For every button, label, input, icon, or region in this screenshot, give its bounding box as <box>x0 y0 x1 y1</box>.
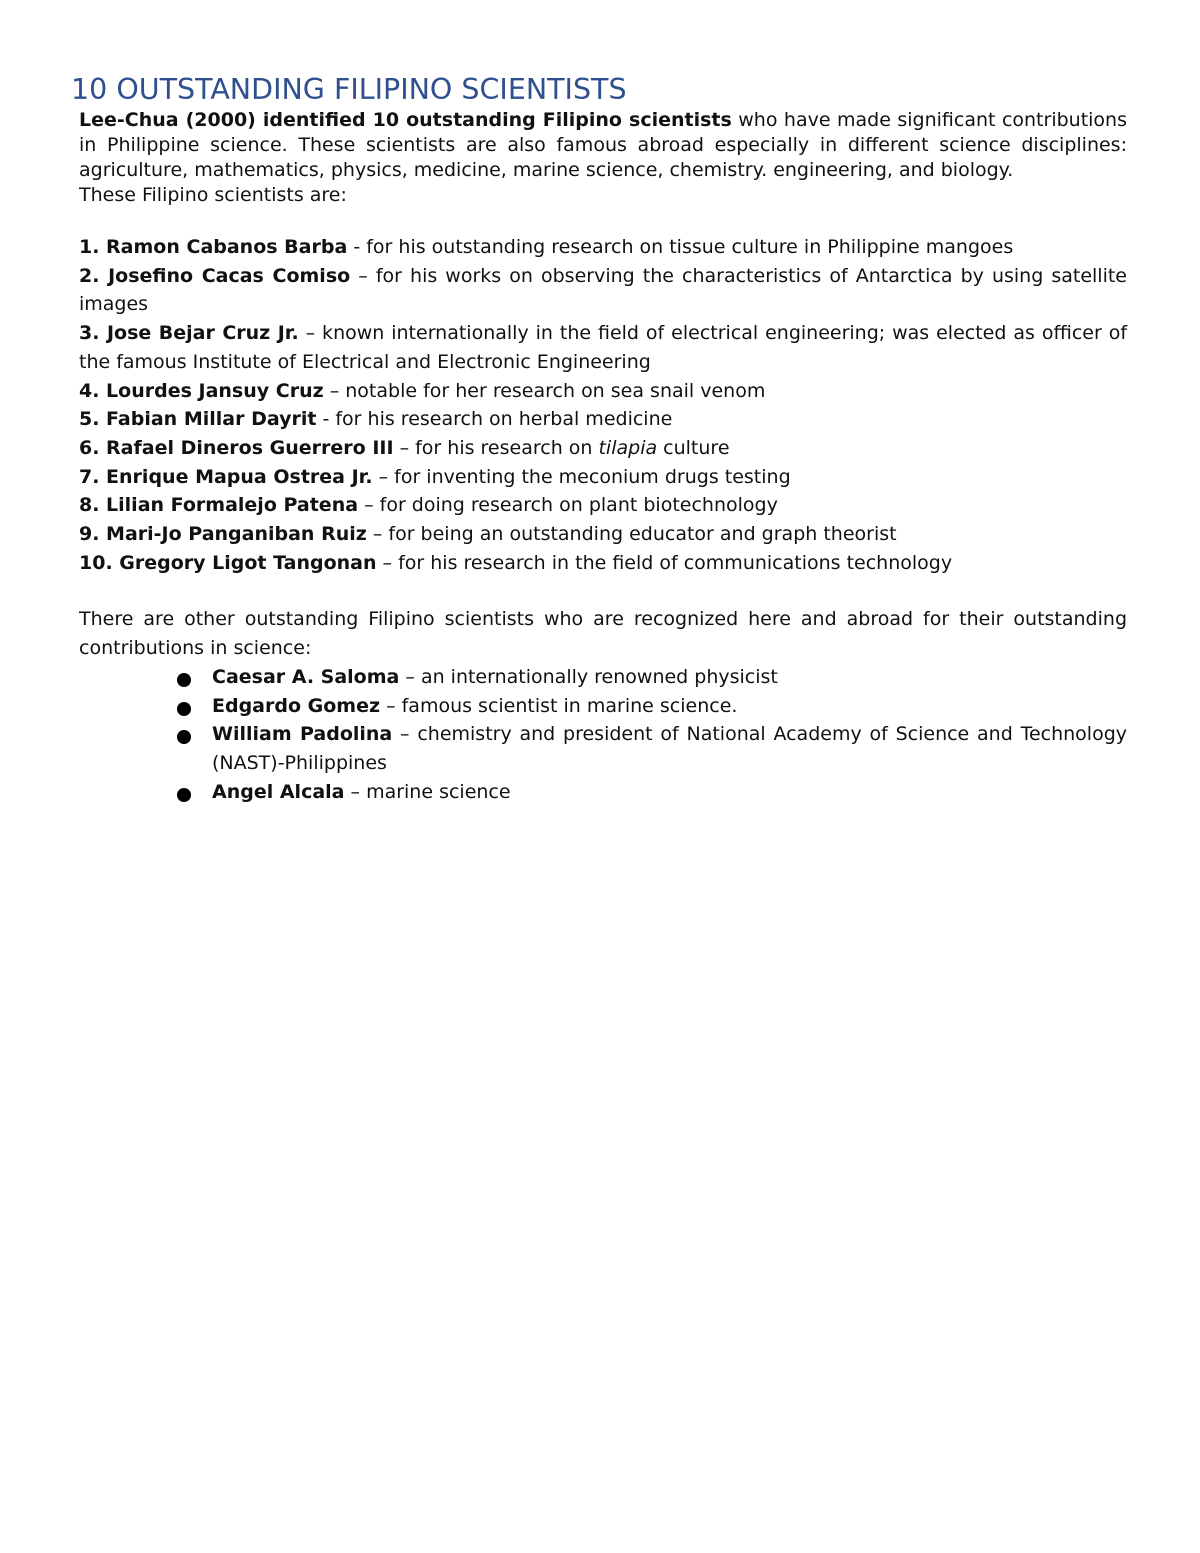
scientist-description: – an internationally renowned physicist <box>399 665 778 688</box>
scientist-name: 5. Fabian Millar Dayrit <box>79 408 317 431</box>
list-item <box>79 262 1127 319</box>
list-item <box>79 377 1127 406</box>
scientist-name: Caesar A. Saloma <box>212 665 400 688</box>
scientist-description: – known internationally in the field of electrical engineering; was elected as officer of the famous Institute of Electrical and Electronic Engineering <box>79 322 1128 373</box>
list-item <box>79 434 1127 463</box>
scientist-description: – for being an outstanding educator and graph theorist <box>366 523 897 546</box>
list-item <box>79 319 1127 376</box>
scientist-name: 6. Rafael Dineros Guerrero III <box>79 436 394 459</box>
page-title: 10 OUTSTANDING FILIPINO SCIENTISTS <box>71 73 627 106</box>
list-item <box>79 491 1127 520</box>
spacer <box>79 577 1127 605</box>
list-item <box>79 233 1127 262</box>
list-lead: These Filipino scientists are: <box>79 184 347 206</box>
bullet-icon <box>177 788 191 802</box>
scientist-name: 9. Mari-Jo Panganiban Ruiz <box>79 523 367 546</box>
scientist-name: Edgardo Gomez <box>212 694 381 717</box>
intro-paragraph <box>79 108 1127 183</box>
scientist-description: – for his works on observing the characteristics of Antarctica by using satellite images <box>79 264 1127 316</box>
scientist-description: – for his research in the field of communications technology <box>376 551 953 574</box>
scientist-description: – marine science <box>344 780 511 803</box>
scientist-list <box>79 233 1127 577</box>
list-item <box>79 405 1127 434</box>
scientist-name: 3. Jose Bejar Cruz Jr. <box>79 322 299 345</box>
scientist-description: – chemistry and president of National Academy of Science and Technology (NAST)-Philippines <box>212 723 1127 774</box>
scientist-description: – for his research on <box>393 436 599 459</box>
scientist-description: - for his research on herbal medicine <box>316 408 673 431</box>
list-item <box>79 520 1127 549</box>
scientist-description: - for his outstanding research on tissue culture in Philippine mangoes <box>347 236 1014 258</box>
scientist-name: 8. Lilian Formalejo Patena <box>79 494 359 517</box>
scientist-name: 10. Gregory Ligot Tangonan <box>79 551 377 574</box>
document-page <box>71 72 1128 806</box>
list-item <box>212 778 1127 807</box>
bullet-icon <box>177 702 191 716</box>
others-intro: There are other outstanding Filipino scientists who are recognized here and abroad for their outstanding contributions in science: <box>79 608 1127 660</box>
scientist-name: 4. Lourdes Jansuy Cruz <box>79 379 324 402</box>
intro-bold-lead: Lee-Chua (2000) identified 10 outstanding Filipino scientists <box>79 109 732 131</box>
list-item <box>212 720 1127 777</box>
list-item <box>212 663 1127 692</box>
spacer <box>79 208 1127 233</box>
scientist-name: 1. Ramon Cabanos Barba <box>79 236 348 258</box>
italic-term: tilapia <box>598 436 658 459</box>
scientist-description-end: culture <box>657 436 730 459</box>
scientist-description: – for inventing the meconium drugs testing <box>372 465 791 488</box>
scientist-description: – for doing research on plant biotechnology <box>358 494 778 517</box>
scientist-name: William Padolina <box>212 723 393 746</box>
scientist-name: 2. Josefino Cacas Comiso <box>79 264 351 287</box>
scientist-description: – notable for her research on sea snail venom <box>323 379 766 402</box>
scientist-name: Angel Alcala <box>212 780 345 803</box>
intro-text: who have made significant contributions in Philippine science. These scientists are also famous abroad especially in different science disciplines: agriculture, mathematics, physics, medicine, marine science, chemistry. engineering, and biology. <box>79 109 1127 181</box>
scientist-description: – famous scientist in marine science. <box>380 694 738 717</box>
other-scientists-list <box>79 663 1127 807</box>
list-item <box>79 549 1127 578</box>
scientist-name: 7. Enrique Mapua Ostrea Jr. <box>79 465 373 488</box>
bullet-icon <box>177 730 191 744</box>
list-item <box>212 692 1127 721</box>
bullet-icon <box>177 673 191 687</box>
list-item <box>79 463 1127 492</box>
